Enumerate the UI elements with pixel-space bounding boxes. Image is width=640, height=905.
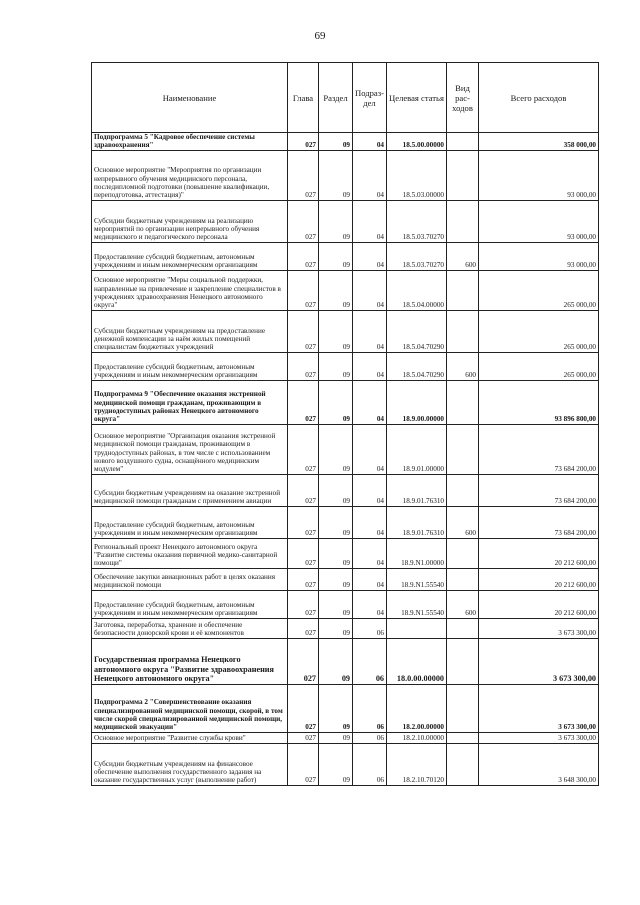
row-podrazdel: 06	[353, 743, 387, 785]
row-podrazdel: 04	[353, 380, 387, 424]
table-row	[92, 684, 599, 732]
row-name: Подпрограмма 2 "Совершенствование оказания специализированной медицинской помощи, скорой, в том числе скорой специализированной медицинской помощи, медицинской эвакуации"	[92, 684, 288, 732]
row-total: 358 000,00	[479, 133, 599, 151]
row-razdel: 09	[319, 684, 353, 732]
row-vid	[447, 310, 479, 352]
row-glava: 027	[288, 506, 319, 538]
row-glava: 027	[288, 150, 319, 200]
row-razdel: 09	[319, 380, 353, 424]
row-glava: 027	[288, 638, 319, 684]
row-vid	[447, 684, 479, 732]
header-glava: Глава	[288, 63, 319, 133]
table-header-row	[92, 63, 599, 133]
row-vid	[447, 743, 479, 785]
row-vid	[447, 133, 479, 151]
row-name: Субсидии бюджетным учреждениям на финансовое обеспечение выполнения государственного задания на оказание государственных услуг (выполнение работ)	[92, 743, 288, 785]
row-statya: 18.0.00.00000	[387, 638, 447, 684]
row-razdel: 09	[319, 310, 353, 352]
row-vid	[447, 568, 479, 590]
row-total: 93 000,00	[479, 150, 599, 200]
row-razdel: 09	[319, 618, 353, 638]
row-podrazdel: 06	[353, 684, 387, 732]
row-name: Заготовка, переработка, хранение и обеспечение безопасности донорской крови и её компонентов	[92, 618, 288, 638]
row-statya: 18.5.04.00000	[387, 270, 447, 310]
row-podrazdel: 04	[353, 352, 387, 380]
row-razdel: 09	[319, 474, 353, 506]
row-vid	[447, 380, 479, 424]
row-glava: 027	[288, 474, 319, 506]
row-vid	[447, 732, 479, 743]
row-razdel: 09	[319, 133, 353, 151]
row-podrazdel: 06	[353, 638, 387, 684]
table-row	[92, 474, 599, 506]
row-total: 93 896 800,00	[479, 380, 599, 424]
budget-table	[91, 62, 599, 786]
row-name: Субсидии бюджетным учреждениям на предоставление денежной компенсации за наём жилых помещений специалистам бюджетных учреждений	[92, 310, 288, 352]
row-podrazdel: 06	[353, 618, 387, 638]
row-statya: 18.9.N1.55540	[387, 568, 447, 590]
row-total: 3 648 300,00	[479, 743, 599, 785]
row-glava: 027	[288, 590, 319, 618]
row-glava: 027	[288, 732, 319, 743]
row-vid: 600	[447, 506, 479, 538]
row-glava: 027	[288, 270, 319, 310]
table-row	[92, 310, 599, 352]
table-row	[92, 590, 599, 618]
row-total: 20 212 600,00	[479, 538, 599, 568]
row-total: 73 684 200,00	[479, 506, 599, 538]
row-glava: 027	[288, 743, 319, 785]
row-name: Субсидии бюджетным учреждениям на оказание экстренной медицинской помощи гражданам с применением авиации	[92, 474, 288, 506]
row-vid	[447, 424, 479, 474]
row-name: Субсидии бюджетным учреждениям на реализацию мероприятий по организации непрерывного обучения медицинского и педагогического персонала	[92, 200, 288, 242]
table-row	[92, 732, 599, 743]
row-podrazdel: 04	[353, 270, 387, 310]
table-row	[92, 352, 599, 380]
row-glava: 027	[288, 242, 319, 270]
header-statya: Целевая статья	[387, 63, 447, 133]
row-razdel: 09	[319, 638, 353, 684]
row-razdel: 09	[319, 270, 353, 310]
row-name: Предоставление субсидий бюджетным, автономным учреждениям и иным некоммерческим организациям	[92, 590, 288, 618]
row-razdel: 09	[319, 150, 353, 200]
row-statya: 18.5.03.00000	[387, 150, 447, 200]
row-vid	[447, 200, 479, 242]
row-statya: 18.9.N1.55540	[387, 590, 447, 618]
row-podrazdel: 04	[353, 242, 387, 270]
row-statya: 18.5.04.70290	[387, 352, 447, 380]
row-total: 265 000,00	[479, 352, 599, 380]
row-razdel: 09	[319, 242, 353, 270]
row-vid	[447, 270, 479, 310]
row-razdel: 09	[319, 200, 353, 242]
row-statya: 18.5.03.70270	[387, 200, 447, 242]
row-total: 265 000,00	[479, 270, 599, 310]
table-row	[92, 270, 599, 310]
row-name: Основное мероприятие "Меры социальной поддержки, направленные на привлечение и закрепление специалистов в учреждениях здравоохранения Ненецкого автономного округа"	[92, 270, 288, 310]
row-statya: 18.5.03.70270	[387, 242, 447, 270]
header-podrazdel: Подраз-дел	[353, 63, 387, 133]
row-statya: 18.2.10.70120	[387, 743, 447, 785]
header-name: Наименование	[92, 63, 288, 133]
row-statya: 18.2.10.00000	[387, 732, 447, 743]
row-total: 3 673 300,00	[479, 638, 599, 684]
row-name: Подпрограмма 5 "Кадровое обеспечение системы здравоохранения"	[92, 133, 288, 151]
row-total: 20 212 600,00	[479, 590, 599, 618]
row-name: Основное мероприятие "Развитие службы крови"	[92, 732, 288, 743]
table-row	[92, 242, 599, 270]
row-vid	[447, 474, 479, 506]
table-row	[92, 743, 599, 785]
row-name: Подпрограмма 9 "Обеспечение оказания экстренной медицинской помощи гражданам, проживающим в труднодоступных районах Ненецкого автономного округа"	[92, 380, 288, 424]
row-vid	[447, 618, 479, 638]
row-podrazdel: 04	[353, 310, 387, 352]
row-vid: 600	[447, 352, 479, 380]
table-row	[92, 506, 599, 538]
row-name: Основное мероприятие "Мероприятия по организации непрерывного обучения медицинского персонала, последипломной подготовки (повышение квалификации, переподготовка, аттестация)"	[92, 150, 288, 200]
row-total: 93 000,00	[479, 242, 599, 270]
table-row	[92, 618, 599, 638]
row-razdel: 09	[319, 568, 353, 590]
row-name: Предоставление субсидий бюджетным, автономным учреждениям и иным некоммерческим организациям	[92, 506, 288, 538]
row-vid	[447, 150, 479, 200]
row-podrazdel: 04	[353, 538, 387, 568]
row-statya: 18.9.N1.00000	[387, 538, 447, 568]
row-statya	[387, 618, 447, 638]
row-name: Предоставление субсидий бюджетным, автономным учреждениям и иным некоммерческим организациям	[92, 242, 288, 270]
row-razdel: 09	[319, 352, 353, 380]
header-razdel: Раздел	[319, 63, 353, 133]
row-name: Основное мероприятие "Организация оказания экстренной медицинской помощи гражданам, проживающим в труднодоступных районах, в том числе с использованием нового воздушного судна, оснащённого медицинским модулем"	[92, 424, 288, 474]
row-glava: 027	[288, 133, 319, 151]
row-podrazdel: 04	[353, 568, 387, 590]
table-row	[92, 568, 599, 590]
row-statya: 18.9.01.76310	[387, 474, 447, 506]
row-glava: 027	[288, 424, 319, 474]
row-name: Обеспечение закупки авиационных работ в целях оказания медицинской помощи	[92, 568, 288, 590]
row-razdel: 09	[319, 590, 353, 618]
table-row	[92, 424, 599, 474]
header-total: Всего расходов	[479, 63, 599, 133]
table-row	[92, 200, 599, 242]
row-name: Предоставление субсидий бюджетным, автономным учреждениям и иным некоммерческим организациям	[92, 352, 288, 380]
row-glava: 027	[288, 684, 319, 732]
row-razdel: 09	[319, 506, 353, 538]
row-total: 265 000,00	[479, 310, 599, 352]
row-glava: 027	[288, 310, 319, 352]
header-vid: Вид рас-ходов	[447, 63, 479, 133]
row-razdel: 09	[319, 538, 353, 568]
row-statya: 18.5.04.70290	[387, 310, 447, 352]
row-glava: 027	[288, 352, 319, 380]
row-total: 73 684 200,00	[479, 474, 599, 506]
row-razdel: 09	[319, 732, 353, 743]
row-total: 3 673 300,00	[479, 684, 599, 732]
row-glava: 027	[288, 200, 319, 242]
row-podrazdel: 04	[353, 590, 387, 618]
row-glava: 027	[288, 380, 319, 424]
row-total: 73 684 200,00	[479, 424, 599, 474]
row-total: 3 673 300,00	[479, 618, 599, 638]
row-podrazdel: 04	[353, 424, 387, 474]
row-vid	[447, 638, 479, 684]
row-vid: 600	[447, 590, 479, 618]
row-total: 3 673 300,00	[479, 732, 599, 743]
table-row	[92, 380, 599, 424]
table-row	[92, 150, 599, 200]
row-total: 93 000,00	[479, 200, 599, 242]
row-statya: 18.2.00.00000	[387, 684, 447, 732]
row-name: Государственная программа Ненецкого автономного округа "Развитие здравоохранения Ненецкого автономного округа"	[92, 638, 288, 684]
row-statya: 18.5.00.00000	[387, 133, 447, 151]
row-statya: 18.9.01.00000	[387, 424, 447, 474]
row-total: 20 212 600,00	[479, 568, 599, 590]
row-vid	[447, 538, 479, 568]
row-razdel: 09	[319, 743, 353, 785]
table-row	[92, 538, 599, 568]
row-name: Региональный проект Ненецкого автономного округа "Развитие системы оказания первичной медико-санитарной помощи"	[92, 538, 288, 568]
table-row	[92, 133, 599, 151]
row-razdel: 09	[319, 424, 353, 474]
row-vid: 600	[447, 242, 479, 270]
row-podrazdel: 04	[353, 506, 387, 538]
row-glava: 027	[288, 618, 319, 638]
row-podrazdel: 04	[353, 150, 387, 200]
page-number: 69	[314, 30, 326, 42]
row-statya: 18.9.01.76310	[387, 506, 447, 538]
row-podrazdel: 04	[353, 474, 387, 506]
row-statya: 18.9.00.00000	[387, 380, 447, 424]
table-row	[92, 638, 599, 684]
row-glava: 027	[288, 538, 319, 568]
row-podrazdel: 04	[353, 133, 387, 151]
row-podrazdel: 04	[353, 200, 387, 242]
row-glava: 027	[288, 568, 319, 590]
row-podrazdel: 06	[353, 732, 387, 743]
